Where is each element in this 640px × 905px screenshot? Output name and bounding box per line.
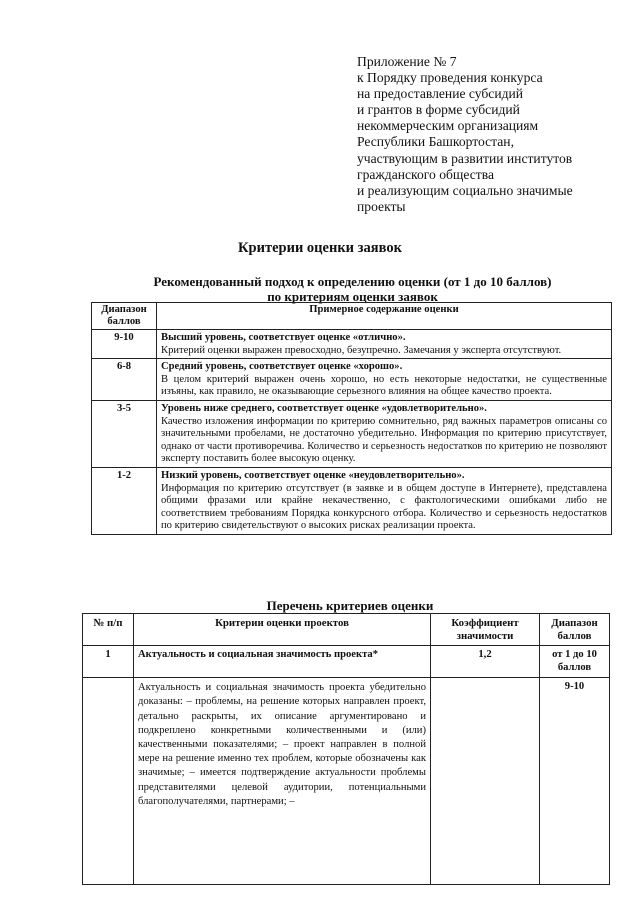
scale-subtitle xyxy=(0,275,640,304)
row-text: В целом критерий выражен очень хорошо, но есть некоторые недостатки, не существенные изъяны, как правило, не оказывающие серьезного влияния на общее качество проекта. xyxy=(161,373,607,398)
appendix-line: проекты xyxy=(357,198,406,214)
table-row xyxy=(92,359,612,401)
row-text: Качество изложения информации по критерию сомнительно, ряд важных параметров описаны со значительными пробелами, не достаточно убедительно. Информация по критерию присутствует, однако от части противоречива. Количество и серьезность недостатков по критерию не позволяют эксперту поставить более высокую оценку. xyxy=(161,415,607,465)
header-coef: Коэффициент значимости xyxy=(431,614,540,646)
appendix-line: и реализующим социально значимые xyxy=(357,182,573,198)
appendix-line: на предоставление субсидий xyxy=(357,86,524,102)
row-text: Критерий оценки выражен превосходно, безупречно. Замечания у эксперта отсутствуют. xyxy=(161,344,562,356)
subtitle-line-1: Рекомендованный подход к определению оценки (от 1 до 10 баллов) xyxy=(153,274,552,289)
appendix-line: Приложение № 7 xyxy=(357,54,457,69)
row-range: 1-2 xyxy=(92,467,157,534)
row-range: 9-10 xyxy=(540,678,610,885)
header-range: Диапазон баллов xyxy=(540,614,610,646)
table-row xyxy=(83,678,610,885)
row-level: Уровень ниже среднего, соответствует оценке «удовлетворительно». xyxy=(161,402,487,414)
row-range: 3-5 xyxy=(92,400,157,467)
row-range: 6-8 xyxy=(92,359,157,401)
row-criterion-description: Актуальность и социальная значимость проекта убедительно доказаны: – проблемы, на решение которых направлен проект, детально раскрыты, их описание аргументировано и подкреплено конкретными количественными и (или) качественными показателями; – проект направлен в полной мере на решение именно тех проблем, которые обозначены как значимые; – имеется подтверждение актуальности проблемы представителями целевой аудитории, потенциальными благополучателями, партнерами; – xyxy=(134,678,431,885)
row-level: Высший уровень, соответствует оценке «отлично». xyxy=(161,332,406,343)
appendix-line: некоммерческим организациям xyxy=(357,118,539,134)
row-coef-empty xyxy=(431,678,540,885)
row-text: Информация по критерию отсутствует (в заявке и в общем доступе в Интернете), представлена общими фразами или крайне некачественно, с фактологическими ошибками либо не соответствием требованиям Порядка конкурсного отбора. Количество и серьезность недостатков по критерию свидетельствуют о высоких рисках реализации проекта. xyxy=(161,482,607,532)
appendix-line: и грантов в форме субсидий xyxy=(357,102,520,118)
row-num-empty xyxy=(83,678,134,885)
appendix-line: участвующим в развитии институтов xyxy=(357,150,573,166)
appendix-line: к Порядку проведения конкурса xyxy=(357,70,543,86)
row-num: 1 xyxy=(83,646,134,678)
table-row xyxy=(92,400,612,467)
row-coef: 1,2 xyxy=(431,646,540,678)
subtitle-line-2: по критериям оценки заявок xyxy=(267,288,438,304)
page-title: Критерии оценки заявок xyxy=(238,240,402,256)
row-range: от 1 до 10 баллов xyxy=(540,646,610,678)
header-num: № п/п xyxy=(83,614,134,646)
header-criteria: Критерии оценки проектов xyxy=(134,614,431,646)
table-row xyxy=(83,646,610,678)
row-level: Низкий уровень, соответствует оценке «неудовлетворительно». xyxy=(161,469,465,481)
criteria-table xyxy=(82,613,610,885)
table-header-row xyxy=(83,614,610,646)
row-level: Средний уровень, соответствует оценке «хорошо». xyxy=(161,361,403,373)
row-description xyxy=(157,359,612,401)
row-criterion: Актуальность и социальная значимость проекта* xyxy=(134,646,431,678)
header-range: Диапазон баллов xyxy=(92,303,157,330)
row-range: 9-10 xyxy=(92,330,157,359)
appendix-header xyxy=(357,54,619,215)
header-content: Примерное содержание оценки xyxy=(157,303,612,330)
row-description xyxy=(157,330,612,359)
table-header-row xyxy=(92,303,612,330)
row-description xyxy=(157,400,612,467)
table-row xyxy=(92,467,612,534)
criteria-list-title: Перечень критериев оценки xyxy=(266,598,434,613)
appendix-line: Республики Башкортостан, xyxy=(357,134,514,150)
table-row xyxy=(92,330,612,359)
row-description xyxy=(157,467,612,534)
scoring-scale-table xyxy=(91,302,612,535)
appendix-line: гражданского общества xyxy=(357,166,494,182)
